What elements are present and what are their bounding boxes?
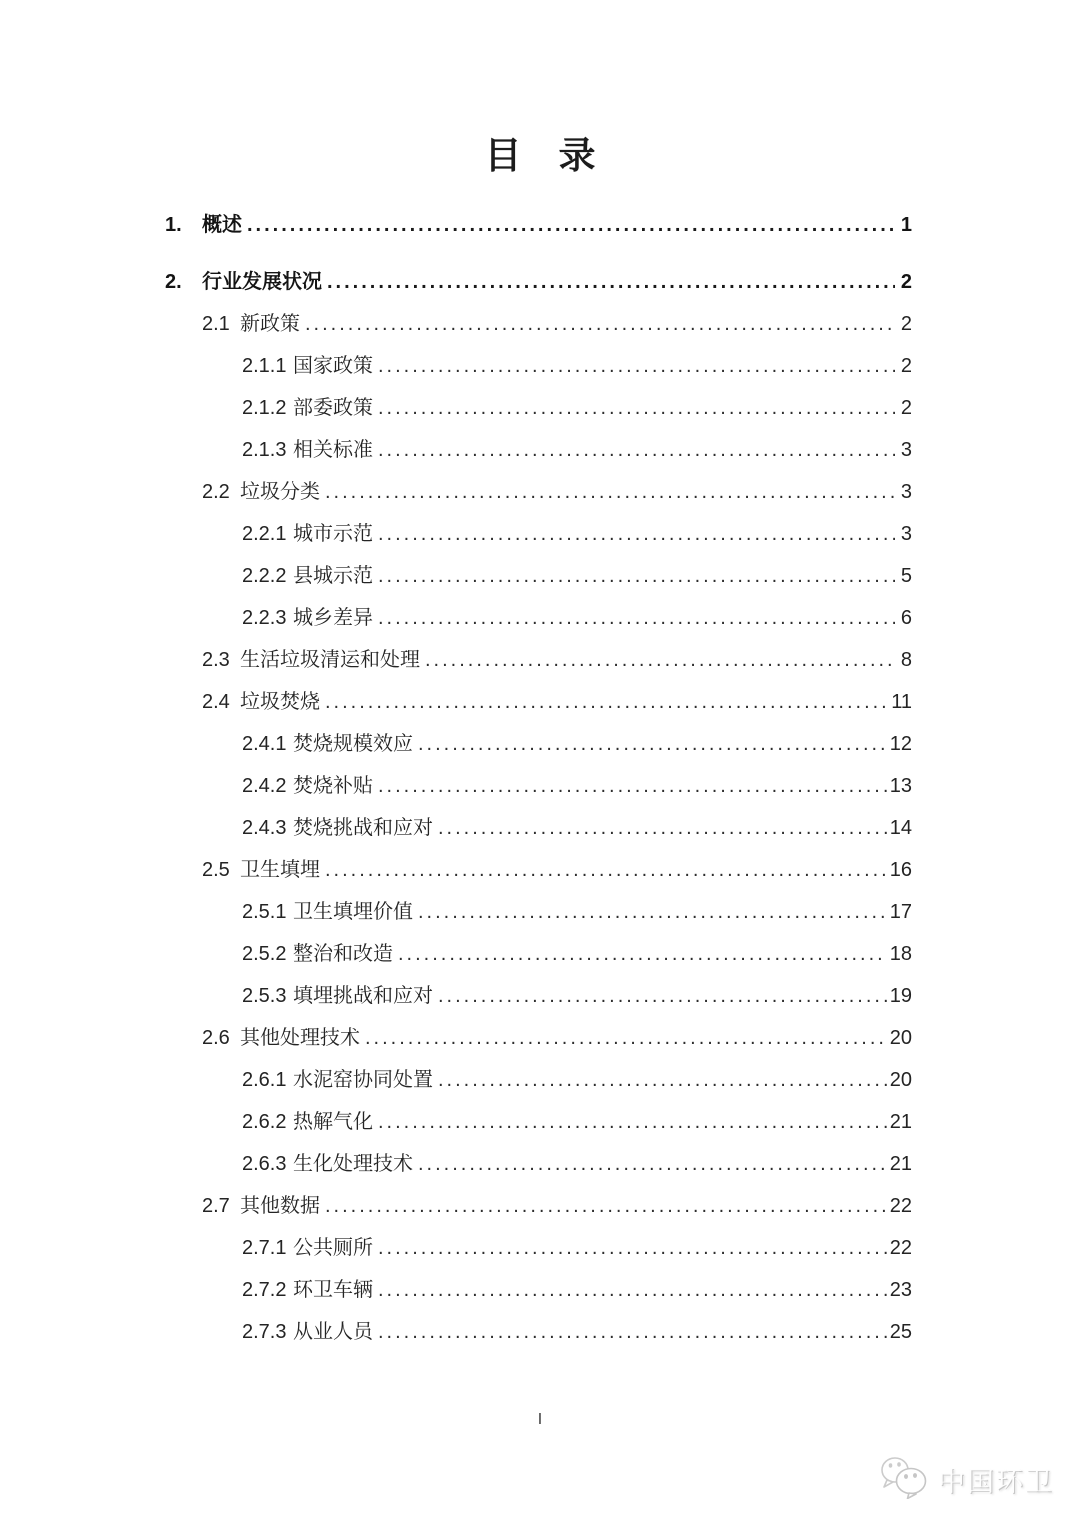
toc-entry-page: 3: [900, 481, 912, 503]
toc-entry-number: 2.3: [202, 649, 230, 671]
toc-row[interactable]: [165, 471, 912, 513]
toc-entry-number: 2.4: [202, 691, 230, 713]
toc-row[interactable]: [165, 303, 912, 345]
toc-row[interactable]: [165, 555, 912, 597]
toc-entry-number: 2.5.2: [242, 943, 287, 965]
dot-leader: [247, 204, 895, 246]
toc-row[interactable]: [165, 1017, 912, 1059]
toc-entry-label: 热解气化: [293, 1111, 373, 1133]
toc-row[interactable]: [165, 723, 912, 765]
toc-entry-page: 22: [889, 1195, 912, 1217]
toc-row[interactable]: [165, 204, 912, 246]
toc-entry-label: 垃圾焚烧: [240, 691, 320, 713]
toc-entry-page: 1: [900, 214, 912, 236]
toc-row[interactable]: [165, 639, 912, 681]
toc-row[interactable]: [165, 1185, 912, 1227]
toc-entry-number: 2.2.3: [242, 607, 287, 629]
toc-entry-number: 2.5.1: [242, 901, 287, 923]
toc-row[interactable]: [165, 387, 912, 429]
footer-page-number: I: [537, 1411, 543, 1428]
dot-leader: [327, 261, 895, 303]
toc-entry-page: 25: [889, 1321, 912, 1343]
toc-entry-number: 2.5.3: [242, 985, 287, 1007]
toc-entry-page: 13: [889, 775, 912, 797]
wechat-chat-bubbles-icon: [879, 1455, 929, 1504]
toc-entry-number: 2.1: [202, 313, 230, 335]
toc-entry-label: 行业发展状况: [202, 271, 322, 293]
toc-entry-number: 2.6.2: [242, 1111, 287, 1133]
toc-entry-label: 焚烧补贴: [293, 775, 373, 797]
dot-leader: [378, 1269, 887, 1311]
toc-row[interactable]: [165, 261, 912, 303]
toc-row[interactable]: [165, 849, 912, 891]
dot-leader: [325, 471, 895, 513]
dot-leader: [378, 597, 895, 639]
toc-entry-label: 城乡差异: [293, 607, 373, 629]
toc-entry-number: 2.1.1: [242, 355, 287, 377]
toc-entry-label: 生化处理技术: [293, 1153, 413, 1175]
toc-entry-number: 2.1.2: [242, 397, 287, 419]
toc-entry-label: 概述: [202, 214, 242, 236]
toc-row[interactable]: [165, 429, 912, 471]
dot-leader: [325, 849, 887, 891]
toc-entry-number: 2.2.2: [242, 565, 287, 587]
toc-entry-label: 县城示范: [293, 565, 373, 587]
dot-leader: [378, 1227, 887, 1269]
dot-leader: [378, 765, 887, 807]
toc-row[interactable]: [165, 891, 912, 933]
toc-entry-label: 相关标准: [293, 439, 373, 461]
toc-entry-label: 新政策: [240, 313, 300, 335]
toc-entry-label: 水泥窑协同处置: [293, 1069, 433, 1091]
toc-entry-number: 2.: [165, 271, 182, 293]
toc-row[interactable]: [165, 345, 912, 387]
watermark: [879, 1455, 1054, 1504]
toc-entry-number: 2.7: [202, 1195, 230, 1217]
toc-entry-number: 2.2.1: [242, 523, 287, 545]
toc-entry-page: 11: [891, 691, 912, 713]
toc-entry-page: 23: [889, 1279, 912, 1301]
toc-list: [165, 204, 912, 1353]
toc-row[interactable]: [165, 765, 912, 807]
toc-entry-number: 1.: [165, 214, 182, 236]
toc-entry-label: 填埋挑战和应对: [293, 985, 433, 1007]
toc-row[interactable]: [165, 807, 912, 849]
toc-entry-page: 2: [900, 355, 912, 377]
toc-entry-label: 其他处理技术: [240, 1027, 360, 1049]
toc-entry-label: 城市示范: [293, 523, 373, 545]
toc-entry-page: 8: [900, 649, 912, 671]
toc-entry-label: 焚烧挑战和应对: [293, 817, 433, 839]
dot-leader: [378, 1311, 887, 1353]
dot-leader: [325, 1185, 887, 1227]
toc-entry-number: 2.2: [202, 481, 230, 503]
toc-entry-number: 2.6.1: [242, 1069, 287, 1091]
dot-leader: [418, 891, 887, 933]
toc-entry-page: 20: [889, 1027, 912, 1049]
toc-entry-page: 2: [900, 313, 912, 335]
toc-entry-number: 2.7.2: [242, 1279, 287, 1301]
toc-entry-page: 22: [889, 1237, 912, 1259]
toc-entry-page: 21: [889, 1153, 912, 1175]
toc-entry-page: 3: [900, 439, 912, 461]
toc-entry-number: 2.4.2: [242, 775, 287, 797]
dot-leader: [418, 723, 887, 765]
toc-row[interactable]: [165, 975, 912, 1017]
toc-entry-page: 17: [889, 901, 912, 923]
toc-entry-page: 2: [900, 271, 912, 293]
dot-leader: [378, 555, 895, 597]
toc-entry-number: 2.7.3: [242, 1321, 287, 1343]
toc-entry-page: 5: [900, 565, 912, 587]
dot-leader: [398, 933, 887, 975]
toc-entry-page: 6: [900, 607, 912, 629]
dot-leader: [418, 1143, 887, 1185]
dot-leader: [365, 1017, 887, 1059]
toc-entry-number: 2.6: [202, 1027, 230, 1049]
watermark-text: 中国环卫: [938, 1467, 1054, 1497]
toc-entry-label: 整治和改造: [293, 943, 393, 965]
toc-entry-number: 2.1.3: [242, 439, 287, 461]
toc-entry-page: 12: [889, 733, 912, 755]
toc-row[interactable]: [165, 681, 912, 723]
toc-entry-number: 2.4.3: [242, 817, 287, 839]
dot-leader: [378, 429, 895, 471]
toc-row[interactable]: [165, 1101, 912, 1143]
toc-entry-page: 3: [900, 523, 912, 545]
dot-leader: [325, 681, 888, 723]
toc-entry-page: 19: [889, 985, 912, 1007]
toc-entry-number: 2.6.3: [242, 1153, 287, 1175]
toc-entry-label: 公共厕所: [293, 1237, 373, 1259]
toc-row[interactable]: [165, 513, 912, 555]
toc-entry-number: 2.7.1: [242, 1237, 287, 1259]
dot-leader: [378, 1101, 887, 1143]
toc-row[interactable]: [165, 597, 912, 639]
toc-row[interactable]: [165, 1227, 912, 1269]
toc-entry-page: 2: [900, 397, 912, 419]
dot-leader: [305, 303, 895, 345]
toc-entry-number: 2.5: [202, 859, 230, 881]
dot-leader: [438, 1059, 887, 1101]
toc-entry-label: 国家政策: [293, 355, 373, 377]
toc-entry-label: 环卫车辆: [293, 1279, 373, 1301]
toc-entry-page: 16: [889, 859, 912, 881]
page-title: 目 录: [484, 135, 596, 176]
toc-entry-page: 14: [889, 817, 912, 839]
toc-row[interactable]: [165, 1059, 912, 1101]
toc-entry-page: 18: [889, 943, 912, 965]
toc-entry-page: 20: [889, 1069, 912, 1091]
toc-row[interactable]: [165, 933, 912, 975]
toc-row[interactable]: [165, 1311, 912, 1353]
toc-entry-label: 从业人员: [293, 1321, 373, 1343]
dot-leader: [438, 975, 887, 1017]
dot-leader: [425, 639, 895, 681]
toc-entry-label: 其他数据: [240, 1195, 320, 1217]
toc-entry-label: 部委政策: [293, 397, 373, 419]
toc-row[interactable]: [165, 1143, 912, 1185]
toc-entry-label: 生活垃圾清运和处理: [240, 649, 420, 671]
dot-leader: [378, 513, 895, 555]
toc-entry-label: 垃圾分类: [240, 481, 320, 503]
toc-entry-label: 卫生填埋: [240, 859, 320, 881]
toc-row[interactable]: [165, 1269, 912, 1311]
toc-entry-label: 卫生填埋价值: [293, 901, 413, 923]
dot-leader: [378, 345, 895, 387]
toc-entry-number: 2.4.1: [242, 733, 287, 755]
toc-entry-label: 焚烧规模效应: [293, 733, 413, 755]
dot-leader: [438, 807, 887, 849]
toc-entry-page: 21: [889, 1111, 912, 1133]
dot-leader: [378, 387, 895, 429]
